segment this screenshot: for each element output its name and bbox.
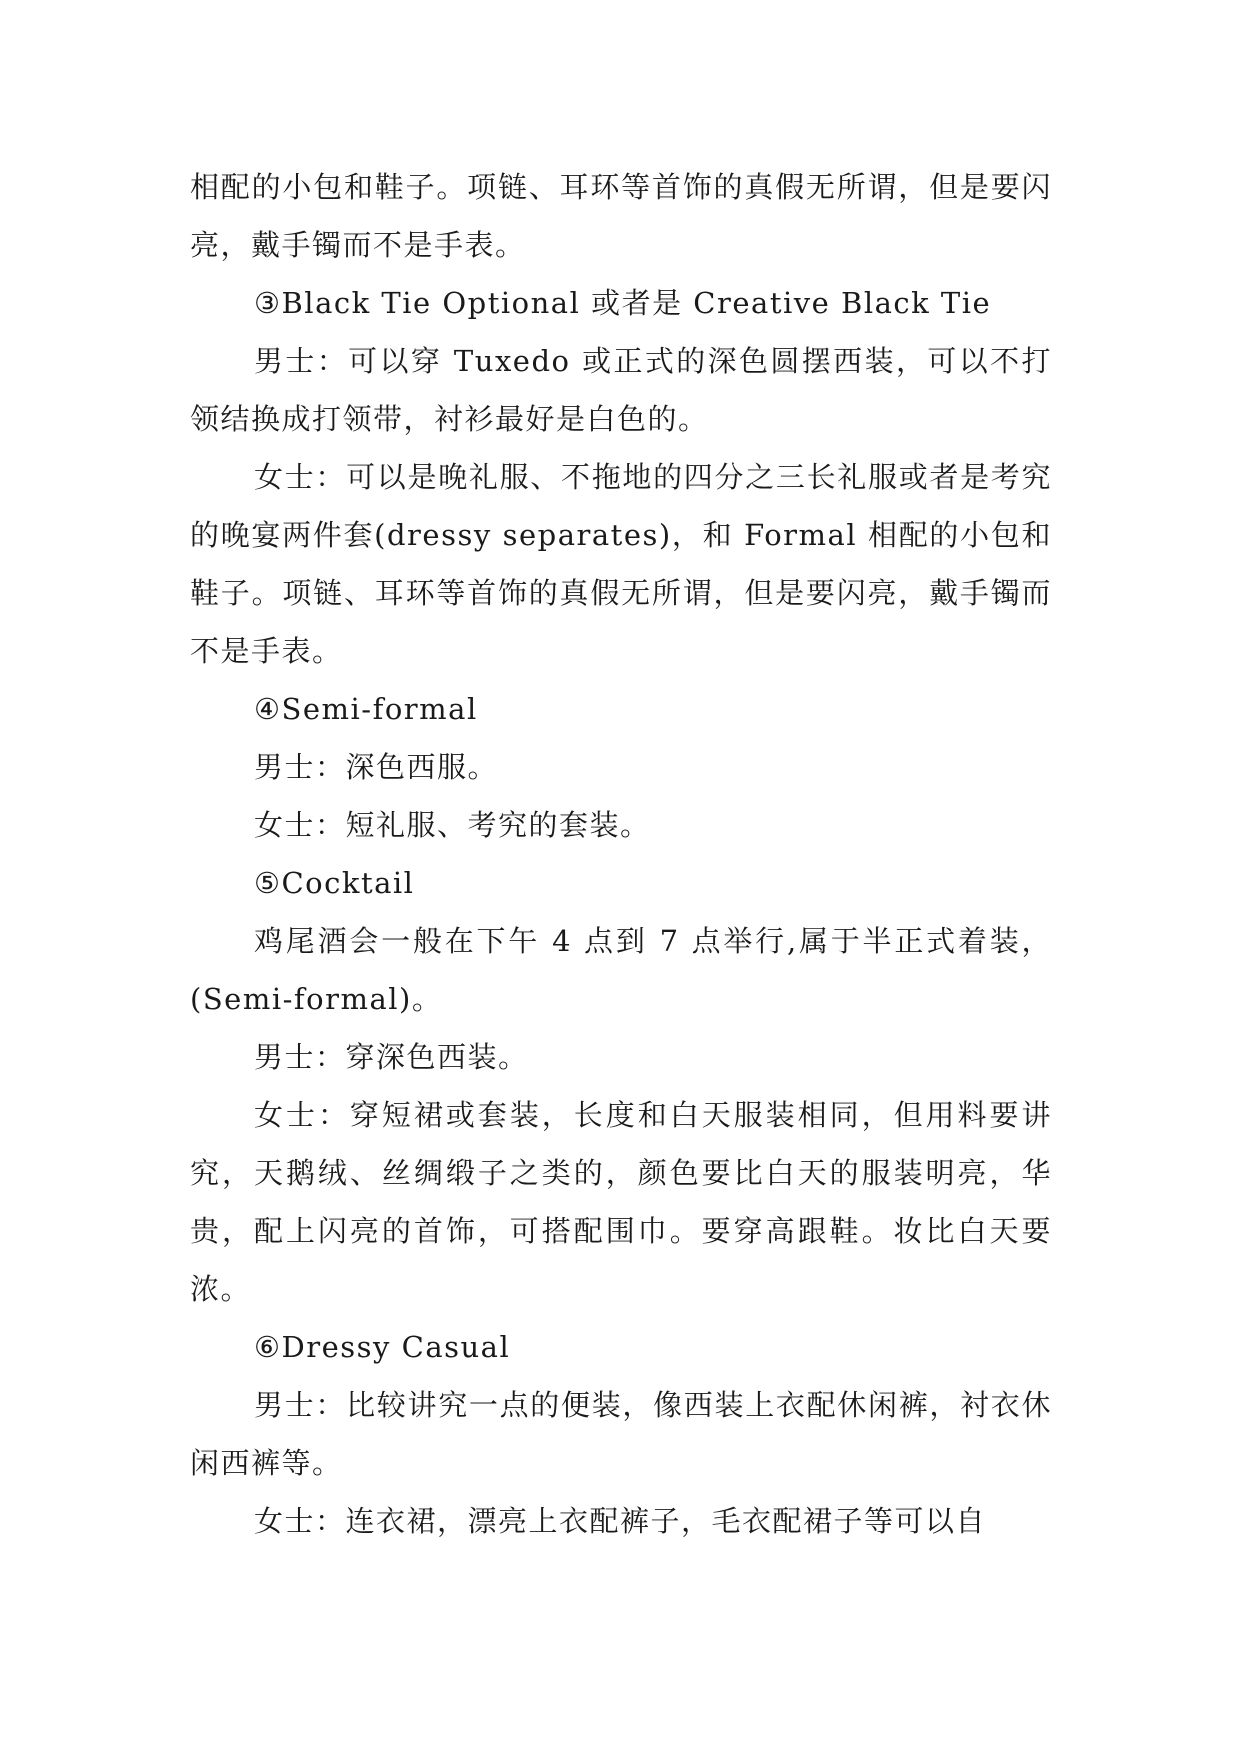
document-body [190,158,1052,1550]
section-heading-black-tie-optional: ③Black Tie Optional 或者是 Creative Black Tie [254,286,992,320]
paragraph: 男士：穿深色西装。 [254,1040,529,1074]
paragraph: 女士：短礼服、考究的套装。 [254,808,651,842]
paragraph: 男士：可以穿 Tuxedo 或正式的深色圆摆西装，可以不打领结换成打领带，衬衫最好是白色的。 [190,344,1052,436]
paragraph: 女士：可以是晚礼服、不拖地的四分之三长礼服或者是考究的晚宴两件套(dressy separates)，和 Formal 相配的小包和鞋子。项链、耳环等首饰的真假无所谓，但是要闪亮，戴手镯而不是手表。 [190,460,1052,668]
section-heading-cocktail: ⑤Cocktail [254,866,415,900]
paragraph: 鸡尾酒会一般在下午 4 点到 7 点举行,属于半正式着装，(Semi-formal)。 [190,924,1052,1016]
section-heading-semi-formal: ④Semi-formal [254,692,478,726]
paragraph: 男士：比较讲究一点的便装，像西装上衣配休闲裤，衬衣休闲西裤等。 [190,1388,1052,1480]
paragraph: 相配的小包和鞋子。项链、耳环等首饰的真假无所谓，但是要闪亮，戴手镯而不是手表。 [190,170,1052,262]
paragraph: 男士：深色西服。 [254,750,499,784]
section-heading-dressy-casual: ⑥Dressy Casual [254,1330,511,1364]
paragraph: 女士：穿短裙或套装，长度和白天服装相同，但用料要讲究，天鹅绒、丝绸缎子之类的，颜色要比白天的服装明亮，华贵，配上闪亮的首饰，可搭配围巾。要穿高跟鞋。妆比白天要浓。 [190,1098,1052,1306]
paragraph: 女士：连衣裙，漂亮上衣配裤子，毛衣配裙子等可以自 [254,1504,987,1538]
